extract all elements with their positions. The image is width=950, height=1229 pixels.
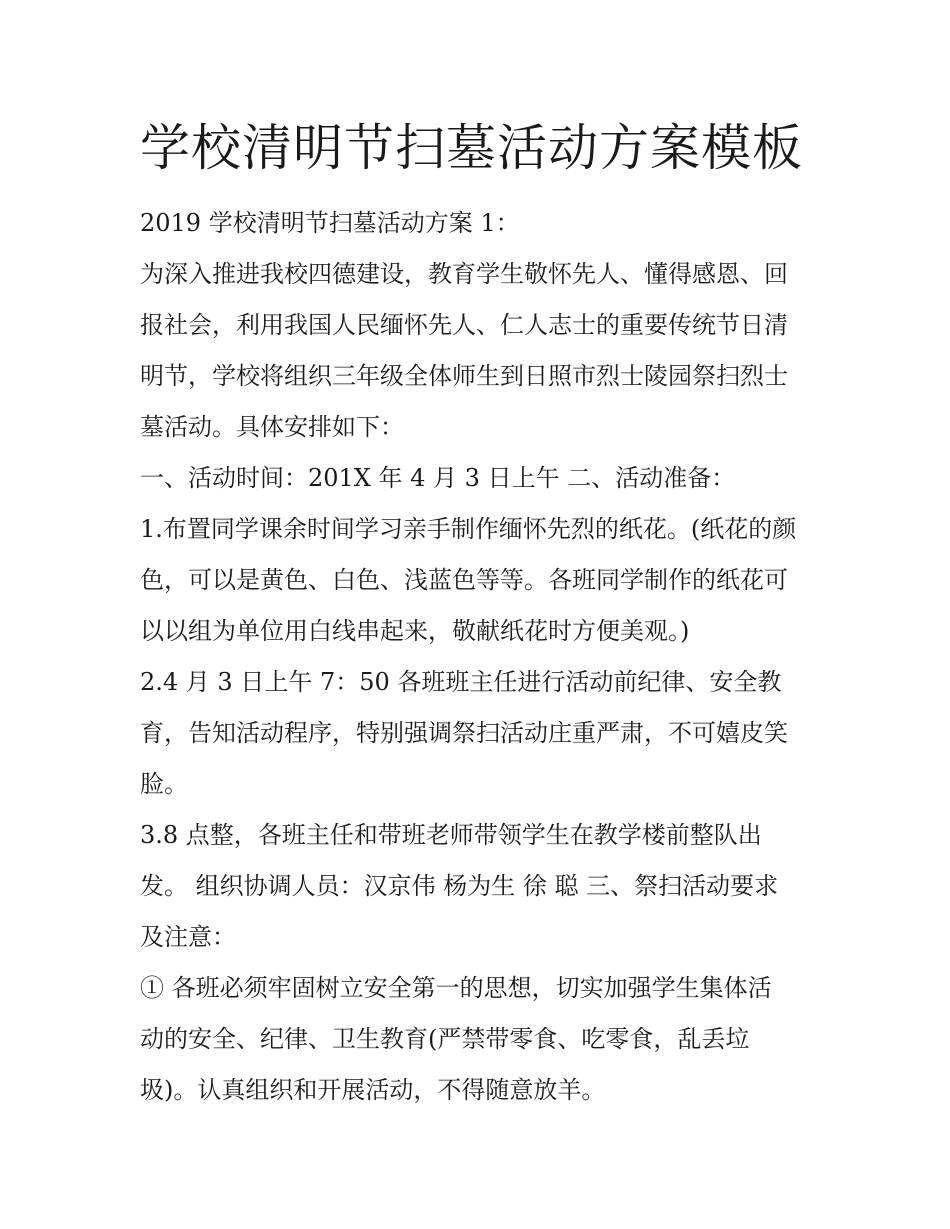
doc-line-10: 2.4 月 3 日上午 7：50 各班班主任进行活动前纪律、安全教 (140, 668, 782, 696)
doc-line-17: 动的安全、纪律、卫生教育(严禁带零食、吃零食，乱丢垃 (140, 1025, 750, 1053)
doc-line-4: 明节，学校将组织三年级全体师生到日照市烈士陵园祭扫烈士 (140, 362, 788, 390)
doc-line-8: 色，可以是黄色、白色、浅蓝色等等。各班同学制作的纸花可 (140, 566, 788, 594)
doc-line-13: 3.8 点整，各班主任和带班老师带领学生在教学楼前整队出 (140, 821, 762, 849)
doc-line-7: 1.布置同学课余时间学习亲手制作缅怀先烈的纸花。(纸花的颜 (140, 515, 797, 543)
doc-line-1: 2019 学校清明节扫墓活动方案 1： (140, 209, 520, 237)
doc-line-5: 墓活动。具体安排如下： (140, 413, 404, 441)
doc-line-14: 发。 组织协调人员：汉京伟 杨为生 徐 聪 三、祭扫活动要求 (140, 872, 779, 900)
doc-line-11: 育，告知活动程序，特别强调祭扫活动庄重严肃，不可嬉皮笑 (140, 719, 788, 747)
doc-line-6: 一、活动时间：201X 年 4 月 3 日上午 二、活动准备： (140, 464, 736, 492)
doc-line-3: 报社会，利用我国人民缅怀先人、仁人志士的重要传统节日清 (140, 311, 788, 339)
doc-line-18: 圾)。认真组织和开展活动，不得随意放羊。 (140, 1076, 606, 1104)
doc-line-12: 脸。 (140, 770, 188, 798)
doc-line-15: 及注意： (140, 923, 236, 951)
doc-line-16: ① 各班必须牢固树立安全第一的思想，切实加强学生集体活 (140, 974, 772, 1002)
doc-line-9: 以以组为单位用白线串起来，敬献纸花时方便美观。) (140, 617, 690, 645)
document-title: 学校清明节扫墓活动方案模板 (140, 119, 803, 177)
doc-line-2: 为深入推进我校四德建设，教育学生敬怀先人、懂得感恩、回 (140, 260, 788, 288)
